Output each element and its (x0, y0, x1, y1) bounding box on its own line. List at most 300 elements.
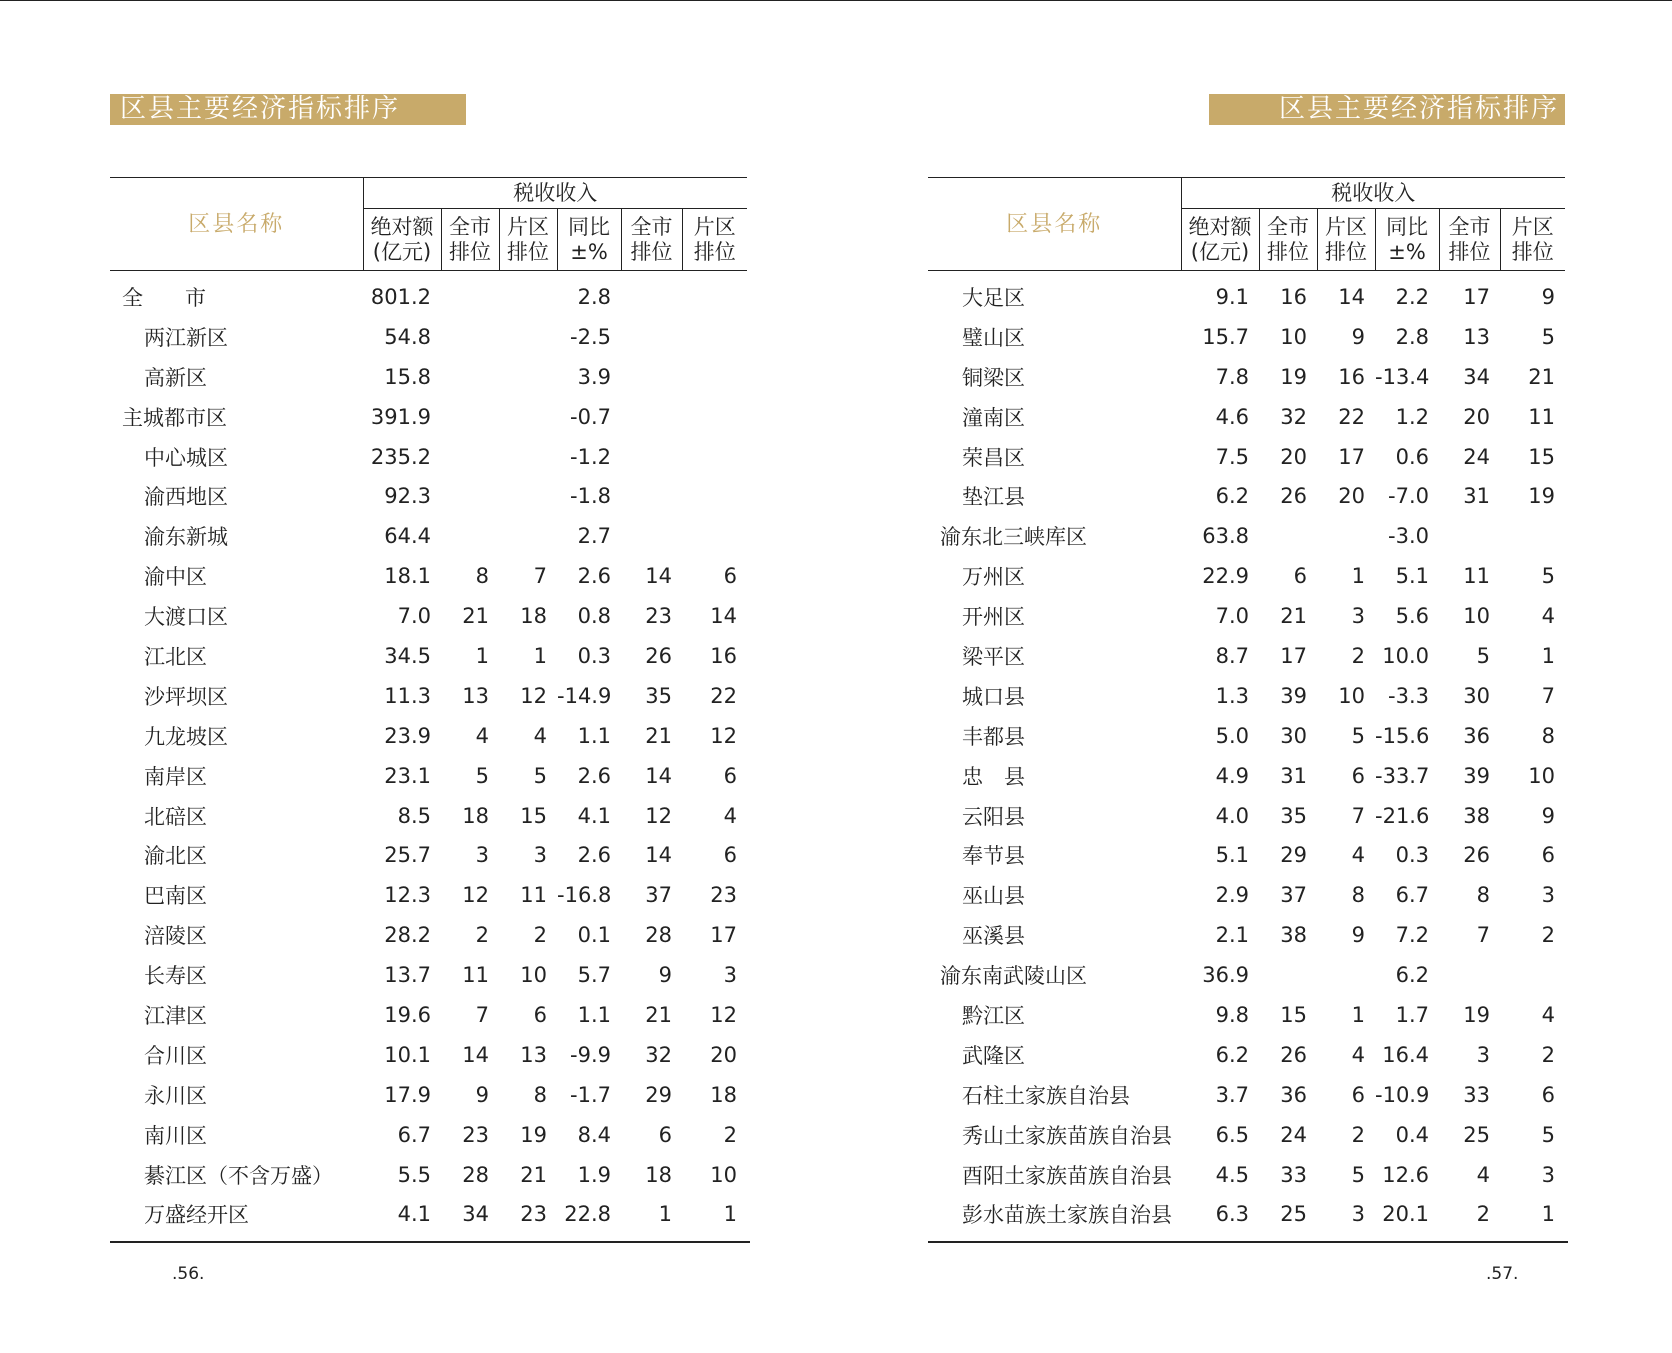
value-cell: 24 (1463, 444, 1490, 469)
value-cell: 17 (1280, 643, 1307, 668)
value-cell: 6 (658, 1122, 672, 1147)
table-row (110, 271, 747, 317)
value-cell: 35 (645, 683, 672, 708)
value-cell: 54.8 (384, 324, 431, 349)
value-cell: 6 (1351, 763, 1365, 788)
value-cell: 7 (533, 564, 547, 589)
value-cell: 1.7 (1395, 1002, 1429, 1027)
value-cell: 7.0 (1215, 604, 1249, 629)
value-cell (682, 516, 747, 556)
value-cell (441, 271, 499, 317)
value-cell (441, 397, 499, 437)
value-cell: 11 (462, 963, 489, 988)
sub-header-cell: 片区 排位 (499, 209, 557, 271)
value-cell: 2.9 (1215, 883, 1249, 908)
value-cell: 11.3 (384, 683, 431, 708)
district-name-cell: 彭水苗族土家族自治县 (962, 1203, 1172, 1228)
value-cell: 6.2 (1395, 963, 1429, 988)
table-row (928, 676, 1565, 716)
table-row (928, 915, 1565, 955)
value-cell: 2 (1541, 923, 1556, 948)
value-cell (499, 516, 557, 556)
value-cell: 14 (645, 564, 672, 589)
value-cell: 10.0 (1382, 643, 1429, 668)
page-number: .57. (1486, 1264, 1519, 1284)
value-cell: 5 (1541, 1122, 1556, 1147)
value-cell: -9.9 (570, 1042, 611, 1067)
value-cell: 3 (1351, 1202, 1365, 1227)
value-cell: 5.0 (1215, 723, 1249, 748)
value-cell: 23 (520, 1202, 547, 1227)
value-cell: 19 (520, 1122, 547, 1147)
value-cell (441, 516, 499, 556)
value-cell: 6.7 (397, 1122, 431, 1147)
value-cell: 7.0 (397, 604, 431, 629)
value-cell: 1 (1351, 564, 1365, 589)
table-row (928, 995, 1565, 1035)
table-row (110, 915, 747, 955)
sub-header-cell: 全市 排位 (1259, 209, 1317, 271)
value-cell: 5 (533, 763, 547, 788)
value-cell: 6 (723, 843, 738, 868)
district-name-cell: 大足区 (962, 285, 1025, 310)
value-cell: 4.1 (577, 803, 611, 828)
value-cell: 0.4 (1395, 1122, 1429, 1147)
value-cell: 32 (1280, 404, 1307, 429)
value-cell: 2.6 (577, 843, 611, 868)
district-name-cell: 南川区 (144, 1123, 207, 1148)
table-row (928, 1155, 1565, 1195)
value-cell: 12.6 (1382, 1162, 1429, 1187)
sub-header-cell: 绝对额 (亿元) (363, 209, 441, 271)
value-cell: 35 (1280, 803, 1307, 828)
district-name-cell: 酉阳土家族苗族自治县 (962, 1163, 1172, 1188)
value-cell: 12.3 (384, 883, 431, 908)
value-cell: -0.7 (570, 404, 611, 429)
value-cell: 9 (1351, 324, 1365, 349)
district-name-cell: 巫山县 (962, 884, 1025, 909)
value-cell (1317, 955, 1375, 995)
value-cell: 26 (1280, 484, 1307, 509)
value-cell: 33 (1463, 1082, 1490, 1107)
value-cell: 6.2 (1215, 484, 1249, 509)
value-cell: 15.7 (1202, 324, 1249, 349)
indicator-table (928, 177, 1565, 1234)
value-cell: 1.9 (577, 1162, 611, 1187)
value-cell: 23 (645, 604, 672, 629)
value-cell: 9.8 (1215, 1002, 1249, 1027)
bottom-rule (928, 1241, 1568, 1243)
value-cell: 15 (520, 803, 547, 828)
value-cell: 14 (645, 763, 672, 788)
table-row (110, 437, 747, 477)
value-cell (1259, 955, 1317, 995)
value-cell: 2.8 (577, 284, 611, 309)
value-cell (621, 516, 682, 556)
table-row (928, 875, 1565, 915)
value-cell: 38 (1280, 923, 1307, 948)
district-name-cell: 涪陵区 (144, 924, 207, 949)
value-cell: 8.4 (577, 1122, 611, 1147)
value-cell (499, 476, 557, 516)
value-cell: 31 (1280, 763, 1307, 788)
district-name-cell: 长寿区 (144, 964, 207, 989)
value-cell: 9 (1351, 923, 1365, 948)
value-cell: 18 (462, 803, 489, 828)
value-cell: 8 (533, 1082, 547, 1107)
value-cell: 6 (533, 1002, 547, 1027)
district-name-cell: 渝西地区 (144, 485, 228, 510)
value-cell: 28.2 (384, 923, 431, 948)
value-cell: 10 (1280, 324, 1307, 349)
table-row (110, 357, 747, 397)
value-cell: 14 (645, 843, 672, 868)
value-cell: 4 (1351, 843, 1365, 868)
value-cell: -1.2 (570, 444, 611, 469)
value-cell (682, 317, 747, 357)
value-cell: 17 (1338, 444, 1365, 469)
table-row (928, 1115, 1565, 1155)
district-name-cell: 大渡口区 (144, 605, 228, 630)
district-name-cell: 巫溪县 (962, 924, 1025, 949)
value-cell: 1 (533, 643, 547, 668)
value-cell: 16 (1280, 284, 1307, 309)
value-cell: 9.1 (1215, 284, 1249, 309)
table-row (110, 317, 747, 357)
table-row (110, 1194, 747, 1234)
value-cell: 6.2 (1215, 1042, 1249, 1067)
table-row (110, 1155, 747, 1195)
value-cell (621, 397, 682, 437)
value-cell: -21.6 (1375, 803, 1430, 828)
value-cell (441, 317, 499, 357)
district-name-cell: 忠 县 (962, 764, 1025, 789)
district-name-cell: 江北区 (144, 644, 207, 669)
value-cell (499, 437, 557, 477)
district-name-cell: 渝东南武陵山区 (940, 964, 1087, 989)
district-name-cell: 璧山区 (962, 325, 1025, 350)
district-name-cell: 渝东新城 (144, 525, 228, 550)
value-cell: 34 (1463, 364, 1490, 389)
value-cell: 6 (1293, 564, 1307, 589)
value-cell: 5 (1541, 564, 1556, 589)
sub-header-cell: 片区 排位 (1500, 209, 1565, 271)
value-cell: 13 (520, 1042, 547, 1067)
value-cell (499, 357, 557, 397)
value-cell: 4.9 (1215, 763, 1249, 788)
value-cell: 22 (710, 683, 738, 708)
value-cell (499, 397, 557, 437)
value-cell: 7.8 (1215, 364, 1249, 389)
value-cell: 6 (1541, 1082, 1556, 1107)
value-cell: 1.1 (577, 723, 611, 748)
value-cell: 4.1 (397, 1202, 431, 1227)
value-cell: 7 (475, 1002, 489, 1027)
value-cell: 3.7 (1215, 1082, 1249, 1107)
table-row (928, 835, 1565, 875)
value-cell: 235.2 (370, 444, 431, 469)
value-cell: -33.7 (1375, 763, 1430, 788)
district-name-cell: 全 市 (122, 285, 206, 310)
sub-header-cell: 片区 排位 (1317, 209, 1375, 271)
page-right (836, 0, 1672, 1353)
table-row (928, 271, 1565, 317)
district-name-cell: 潼南区 (962, 405, 1025, 430)
value-cell (621, 437, 682, 477)
value-cell: 12 (710, 723, 738, 748)
value-cell: 19 (1280, 364, 1307, 389)
value-cell: 10 (1528, 763, 1556, 788)
district-name-cell: 主城都市区 (122, 405, 227, 430)
value-cell: 20 (710, 1042, 738, 1067)
value-cell: 12 (462, 883, 489, 908)
value-cell: 21 (645, 723, 672, 748)
value-cell: 3 (533, 843, 547, 868)
value-cell: 5.7 (577, 963, 611, 988)
table-row (928, 796, 1565, 836)
table-row (928, 1035, 1565, 1075)
value-cell: 32 (645, 1042, 672, 1067)
sub-header-cell: 同比 ±% (1375, 209, 1439, 271)
value-cell: -3.3 (1388, 683, 1429, 708)
value-cell: 36.9 (1202, 963, 1249, 988)
value-cell: 4.0 (1215, 803, 1249, 828)
district-name-cell: 奉节县 (962, 844, 1025, 869)
value-cell: 37 (645, 883, 672, 908)
value-cell: 64.4 (384, 524, 431, 549)
value-cell: 0.3 (577, 643, 611, 668)
value-cell: 2 (533, 923, 547, 948)
value-cell (441, 357, 499, 397)
tax-revenue-header: 税收收入 (363, 178, 747, 209)
value-cell: 5 (1351, 723, 1365, 748)
value-cell: 9 (1541, 803, 1556, 828)
value-cell: -3.0 (1388, 524, 1429, 549)
value-cell: 19.6 (384, 1002, 431, 1027)
value-cell: 2.6 (577, 564, 611, 589)
district-name-header: 区县名称 (110, 178, 363, 271)
value-cell: 4 (533, 723, 547, 748)
value-cell: 25.7 (384, 843, 431, 868)
district-name-cell: 江津区 (144, 1003, 207, 1028)
value-cell: -16.8 (557, 883, 612, 908)
value-cell (682, 271, 747, 317)
table-row (928, 716, 1565, 756)
value-cell: 29 (645, 1082, 672, 1107)
value-cell: 7 (1351, 803, 1365, 828)
value-cell: 9 (1541, 284, 1556, 309)
value-cell: 14 (462, 1042, 489, 1067)
value-cell: 23 (710, 883, 738, 908)
value-cell: 2 (1476, 1202, 1490, 1227)
value-cell (441, 437, 499, 477)
value-cell: 11 (1528, 404, 1556, 429)
sub-header-cell: 全市 排位 (621, 209, 682, 271)
table-row (928, 556, 1565, 596)
value-cell: 28 (462, 1162, 489, 1187)
value-cell: 9 (658, 963, 672, 988)
value-cell: 28 (645, 923, 672, 948)
value-cell: -1.8 (570, 484, 611, 509)
value-cell (1317, 516, 1375, 556)
table-row (110, 756, 747, 796)
bottom-rule (110, 1241, 750, 1243)
value-cell (621, 476, 682, 516)
value-cell: 92.3 (384, 484, 431, 509)
value-cell: 4 (1476, 1162, 1490, 1187)
district-name-cell: 巴南区 (144, 884, 207, 909)
table-row (110, 1115, 747, 1155)
value-cell (621, 271, 682, 317)
district-name-cell: 丰都县 (962, 724, 1025, 749)
value-cell: -1.7 (570, 1082, 611, 1107)
value-cell (499, 271, 557, 317)
value-cell: 22 (1338, 404, 1365, 429)
table-body (110, 271, 747, 1235)
value-cell (682, 437, 747, 477)
value-cell: 391.9 (370, 404, 431, 429)
table-row (928, 1075, 1565, 1115)
table-row (110, 875, 747, 915)
district-name-cell: 渝中区 (144, 565, 207, 590)
value-cell: 2.2 (1395, 284, 1429, 309)
value-cell: 15 (1280, 1002, 1307, 1027)
value-cell: 31 (1463, 484, 1490, 509)
value-cell: 2 (1351, 643, 1365, 668)
district-name-cell: 垫江县 (962, 485, 1025, 510)
value-cell (682, 357, 747, 397)
indicator-table (110, 177, 747, 1234)
value-cell: 0.6 (1395, 444, 1429, 469)
value-cell: 9 (475, 1082, 489, 1107)
value-cell: 39 (1280, 683, 1307, 708)
district-name-cell: 石柱土家族自治县 (962, 1083, 1130, 1108)
value-cell: 2.6 (577, 763, 611, 788)
district-name-cell: 荣昌区 (962, 445, 1025, 470)
value-cell: 3 (1351, 604, 1365, 629)
table-row (928, 357, 1565, 397)
value-cell: 3 (1541, 1162, 1556, 1187)
value-cell: 10.1 (384, 1042, 431, 1067)
value-cell: 19 (1463, 1002, 1490, 1027)
value-cell: 22.8 (564, 1202, 611, 1227)
value-cell: 8 (1541, 723, 1556, 748)
value-cell: 6.7 (1395, 883, 1429, 908)
value-cell: 5 (1476, 643, 1490, 668)
value-cell: 3 (475, 843, 489, 868)
table-row (110, 476, 747, 516)
value-cell: 39 (1463, 763, 1490, 788)
value-cell: 0.8 (577, 604, 611, 629)
table-row (928, 596, 1565, 636)
value-cell: 7.5 (1215, 444, 1249, 469)
value-cell: 1 (1541, 1202, 1556, 1227)
value-cell: 26 (645, 643, 672, 668)
value-cell: -13.4 (1375, 364, 1430, 389)
table-row (110, 397, 747, 437)
district-name-cell: 九龙坡区 (144, 724, 228, 749)
value-cell: 2.8 (1395, 324, 1429, 349)
value-cell: 4 (475, 723, 489, 748)
value-cell: 8.5 (397, 803, 431, 828)
value-cell (1439, 955, 1500, 995)
sub-header-cell: 全市 排位 (441, 209, 499, 271)
value-cell: 1 (475, 643, 489, 668)
value-cell: 8 (1351, 883, 1365, 908)
district-name-header: 区县名称 (928, 178, 1181, 271)
value-cell: 2.1 (1215, 923, 1249, 948)
value-cell: 12 (520, 683, 547, 708)
value-cell: 1 (723, 1202, 738, 1227)
value-cell: 21 (1280, 604, 1307, 629)
district-name-cell: 两江新区 (144, 325, 228, 350)
value-cell: 2 (475, 923, 489, 948)
value-cell: 20 (1338, 484, 1365, 509)
district-name-cell: 秀山土家族苗族自治县 (962, 1123, 1172, 1148)
value-cell: -10.9 (1375, 1082, 1430, 1107)
table-row (110, 516, 747, 556)
table-row (110, 796, 747, 836)
value-cell (1500, 516, 1565, 556)
table-row (110, 636, 747, 676)
value-cell: 24 (1280, 1122, 1307, 1147)
value-cell: 19 (1528, 484, 1556, 509)
section-title-bar: 区县主要经济指标排序 (110, 94, 466, 125)
district-name-cell: 中心城区 (144, 445, 228, 470)
value-cell: 11 (1463, 564, 1490, 589)
table-row (928, 317, 1565, 357)
tax-revenue-header: 税收收入 (1181, 178, 1565, 209)
district-name-cell: 永川区 (144, 1083, 207, 1108)
sub-header-cell: 全市 排位 (1439, 209, 1500, 271)
value-cell: 8 (1476, 883, 1490, 908)
value-cell: 21 (645, 1002, 672, 1027)
page-number: .56. (172, 1264, 205, 1284)
value-cell: 3 (723, 963, 738, 988)
value-cell: 38 (1463, 803, 1490, 828)
table-row (928, 756, 1565, 796)
value-cell: 3 (1541, 883, 1556, 908)
value-cell: 63.8 (1202, 524, 1249, 549)
value-cell: 17 (710, 923, 738, 948)
value-cell: 21 (1528, 364, 1556, 389)
value-cell: 0.3 (1395, 843, 1429, 868)
table-row (928, 1194, 1565, 1234)
district-name-cell: 黔江区 (962, 1003, 1025, 1028)
value-cell: 14 (1338, 284, 1365, 309)
section-title-bar: 区县主要经济指标排序 (1209, 94, 1565, 125)
value-cell: 5 (475, 763, 489, 788)
table-body (928, 271, 1565, 1235)
value-cell: -15.6 (1375, 723, 1430, 748)
value-cell: 10 (520, 963, 547, 988)
value-cell: 7.2 (1395, 923, 1429, 948)
value-cell: 5.1 (1395, 564, 1429, 589)
value-cell (682, 397, 747, 437)
table-row (928, 476, 1565, 516)
value-cell: 18 (710, 1082, 738, 1107)
value-cell: 8 (475, 564, 489, 589)
district-name-cell: 梁平区 (962, 644, 1025, 669)
value-cell: 18.1 (384, 564, 431, 589)
district-name-cell: 武隆区 (962, 1043, 1025, 1068)
value-cell: 6 (1541, 843, 1556, 868)
value-cell: 17.9 (384, 1082, 431, 1107)
value-cell: 0.1 (577, 923, 611, 948)
value-cell: 26 (1463, 843, 1490, 868)
value-cell: 12 (645, 803, 672, 828)
value-cell: 34 (462, 1202, 489, 1227)
